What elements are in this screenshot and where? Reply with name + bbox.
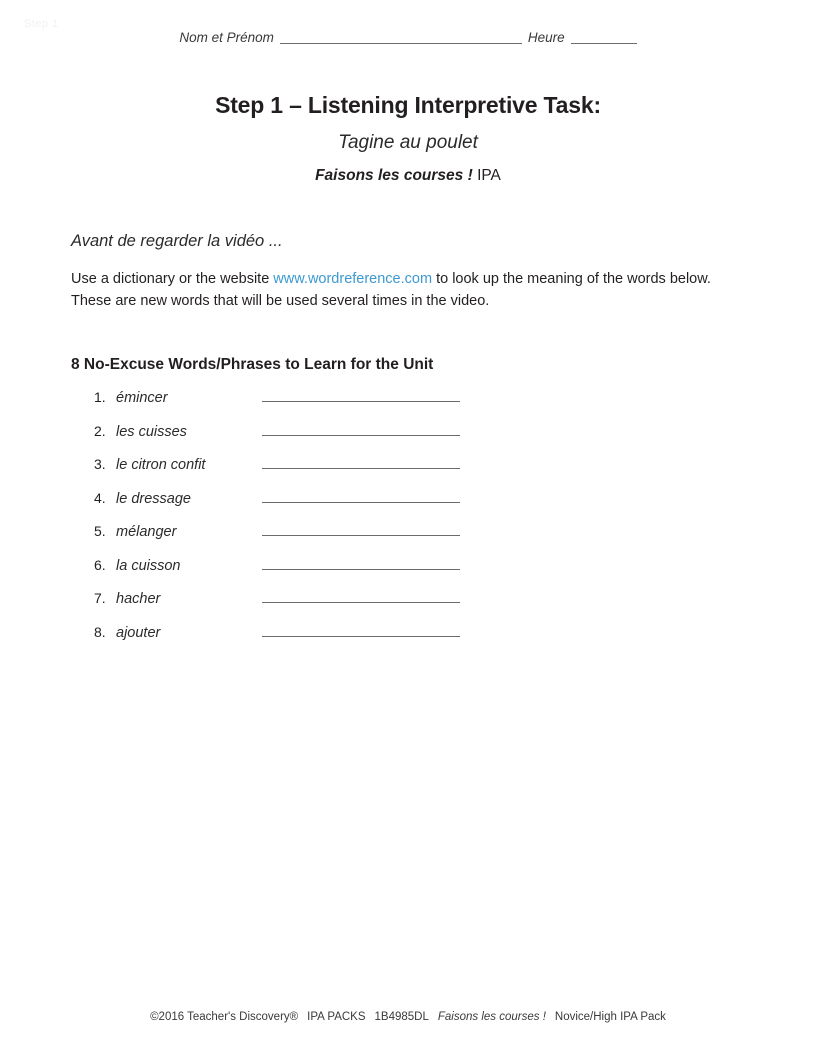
list-item: [94, 522, 654, 556]
list-item: [94, 388, 654, 422]
name-write-in-line[interactable]: [280, 31, 522, 44]
instructions-text-before-link: Use a dictionary or the website: [71, 271, 274, 287]
unit-title: [0, 167, 816, 185]
definition-write-in-line[interactable]: [262, 422, 460, 436]
unit-title-plain: IPA: [477, 167, 501, 184]
section-heading: 8 No-Excuse Words/Phrases to Learn for the Unit: [71, 356, 434, 373]
list-item-number: 8.: [94, 623, 106, 640]
definition-write-in-line[interactable]: [262, 455, 460, 469]
list-item-number: 1.: [94, 389, 106, 405]
list-item-term: hacher: [116, 591, 161, 607]
footer-level: Novice/High IPA Pack: [554, 1011, 666, 1023]
footer-sku: 1B4985DL: [374, 1011, 429, 1023]
vocabulary-list: [94, 388, 654, 656]
definition-write-in-line[interactable]: [262, 388, 460, 402]
footer-copyright: ©2016 Teacher's Discovery®: [150, 1011, 299, 1023]
instructions-text-after-link: to look up the meaning of the words below. These are new words that will be used several times in the video.: [71, 271, 711, 309]
list-item: [94, 589, 654, 623]
corner-mark: Step 1: [24, 18, 59, 30]
page-title: Step 1 – Listening Interpretive Task:: [215, 92, 601, 118]
instructions-paragraph: [71, 269, 711, 313]
student-info-line: [0, 30, 816, 45]
pre-video-prompt: Avant de regarder la vidéo ...: [71, 232, 283, 250]
footer-pack: IPA PACKS: [307, 1011, 366, 1023]
list-item: [94, 623, 654, 657]
list-item-term: ajouter: [116, 624, 161, 641]
list-item-term: les cuisses: [116, 423, 187, 440]
list-item-term: mélanger: [116, 524, 177, 540]
name-label: Nom et Prénom: [179, 30, 274, 45]
list-item-number: 2.: [94, 422, 106, 439]
unit-title-italic: Faisons les courses !: [315, 167, 473, 184]
definition-write-in-line[interactable]: [262, 623, 460, 637]
list-item-number: 5.: [94, 523, 106, 539]
list-item-number: 6.: [94, 556, 106, 573]
list-item: [94, 422, 654, 456]
list-item-term: la cuisson: [116, 557, 181, 574]
list-item-number: 7.: [94, 590, 106, 606]
definition-write-in-line[interactable]: [262, 556, 460, 570]
footer-title: Faisons les courses !: [437, 1011, 546, 1023]
list-item: [94, 455, 654, 489]
definition-write-in-line[interactable]: [262, 489, 460, 503]
page-footer: [0, 1011, 816, 1023]
list-item-term: le citron confit: [116, 457, 206, 473]
hour-write-in-line[interactable]: [571, 31, 637, 44]
wordreference-link[interactable]: www.wordreference.com: [273, 271, 433, 287]
definition-write-in-line[interactable]: [262, 522, 460, 536]
page-subtitle: Tagine au poulet: [338, 132, 478, 153]
list-item-term: émincer: [116, 390, 168, 406]
definition-write-in-line[interactable]: [262, 589, 460, 603]
list-item-term: le dressage: [116, 490, 191, 507]
hour-label: Heure: [527, 30, 565, 45]
list-item-number: 3.: [94, 456, 106, 472]
list-item: [94, 489, 654, 523]
list-item-number: 4.: [94, 489, 106, 506]
list-item: [94, 556, 654, 590]
